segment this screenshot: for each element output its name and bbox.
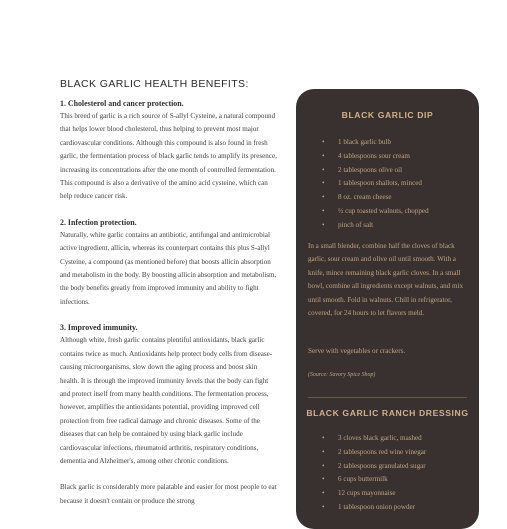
recipe-title-ranch: BLACK GARLIC RANCH DRESSING xyxy=(306,408,469,418)
ingredient-item: • 6 cups buttermilk xyxy=(310,473,475,487)
ingredient-item: • 8 oz. cream cheese xyxy=(310,191,475,205)
ingredient-item: • ½ cup toasted walnuts, chopped xyxy=(310,205,475,219)
ingredient-item: • 2 tablespoons red wine vinegar xyxy=(310,446,475,460)
section-heading: 3. Improved immunity. xyxy=(60,323,138,333)
section-heading: 1. Cholesterol and cancer protection. xyxy=(60,99,184,108)
page-title: BLACK GARLIC HEALTH BENEFITS: xyxy=(60,78,249,90)
ingredient-item: • pinch of salt xyxy=(310,219,475,233)
section-divider xyxy=(308,397,467,398)
section-body: This breed of garlic is a rich source of S-allyl Cysteine, a natural compound that helps lower blood cholesterol, thus helping to prevent most major cardiovascular conditions. Although this compound is also found in fresh garlic, the fermentation process of black garlic tends to amplify its presence, increasing its concentrations after the one month of controlled fermentation. This compound is also a derivative of the amino acid cysteine, which can help reduce cancer risk. xyxy=(60,112,277,201)
serving-note: Serve with vegetables or crackers. xyxy=(308,347,406,355)
ingredient-item: • 2 tablespoons granulated sugar xyxy=(310,460,475,474)
ingredient-list-ranch xyxy=(310,432,475,515)
section-heading: 2. Infection protection. xyxy=(60,217,137,227)
closing-paragraph: Black garlic is considerably more palatable and easier for most people to eat because it doesn't contain or produce the strong xyxy=(60,483,277,505)
benefit-section-cholesterol xyxy=(60,98,278,204)
ingredient-item: • 1 tablespoon onion powder xyxy=(310,501,475,515)
recipe-method-dip: In a small blender, combine half the cloves of black garlic, sour cream and olive oil until smooth. With a knife, mince remaining black garlic cloves. In a small bowl, combine all ingredients except walnuts, and mix until smooth. Fold in walnuts. Chill in refrigerator, covered, for 24 hours to let flavors meld. xyxy=(308,242,464,318)
recipe-source: (Source: Savory Spice Shop) xyxy=(308,372,376,378)
ingredient-item: • 2 tablespoons olive oil xyxy=(310,164,475,178)
ingredient-item: • 4 tablespoons sour cream xyxy=(310,150,475,164)
ingredient-item: • 1 black garlic bulb xyxy=(310,136,475,150)
ingredient-item: • 12 cups mayonnaise xyxy=(310,487,475,501)
benefit-section-immunity xyxy=(60,322,278,468)
article-body xyxy=(60,98,278,508)
ingredient-list-dip xyxy=(310,136,475,233)
section-body: Although white, fresh garlic contains plentiful antioxidants, black garlic contains twice as much. Antioxidants help protect body cells from disease-causing microorganisms, slow down the aging process and boost skin health. It is through the improved immunity levels that the body can fight and protect itself from many health conditions. The fermentation process, however, amplifies the antioxidants potential, providing improved cell protection from free radical damage and chronic diseases. Some of the diseases that can help be contained by using black garlic include cardiovascular infections, rheumatoid arthritis, respiratory conditions, dementia and Alzheimer's, among other chronic conditions. xyxy=(60,336,273,465)
ingredient-item: • 1 tablespoon shallots, minced xyxy=(310,177,475,191)
recipe-title-dip: BLACK GARLIC DIP xyxy=(341,110,434,120)
recipe-sidebar xyxy=(296,89,479,529)
section-body: Naturally, white garlic contains an antibiotic, antifungal and antimicrobial active ingredient, allicin, whereas its counterpart contains this plus S-allyl Cysteine, a compound (as mentioned before) that boosts allicin absorption and metabolism in the body. By boosting allicin absorption and metabolism, the body benefits greatly from improved immunity and ability to fight infections. xyxy=(60,230,277,306)
benefit-section-infection xyxy=(60,217,278,309)
ingredient-item: • 3 cloves black garlic, mashed xyxy=(310,432,475,446)
